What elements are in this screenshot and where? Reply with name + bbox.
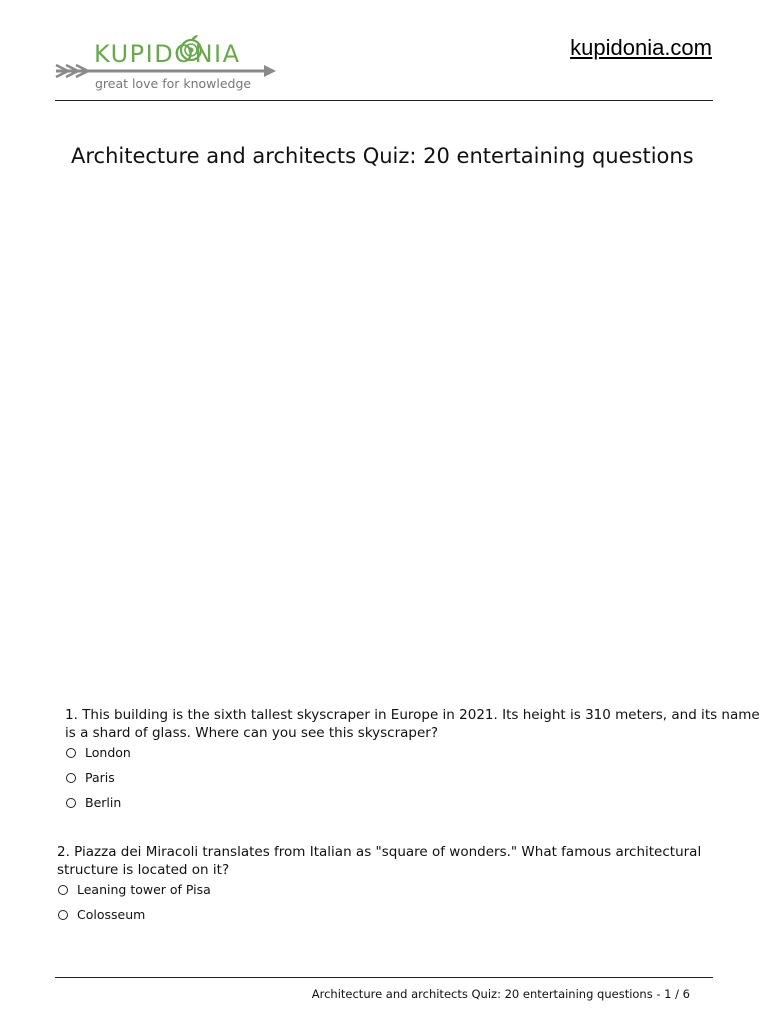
site-link[interactable]: kupidonia.com — [570, 35, 712, 60]
header-divider — [55, 100, 713, 101]
question-2-option-1[interactable] — [58, 882, 211, 897]
radio-button-icon[interactable] — [66, 798, 76, 808]
footer-divider — [55, 977, 713, 978]
option-label: Colosseum — [77, 907, 146, 922]
brand-name: KUPIDONIA — [94, 40, 241, 68]
brand-logo — [52, 32, 282, 94]
option-label: Paris — [85, 770, 115, 785]
radio-button-icon[interactable] — [66, 773, 76, 783]
page-footer: Architecture and architects Quiz: 20 entertaining questions - 1 / 6 — [311, 987, 690, 1001]
page-title: Architecture and architects Quiz: 20 entertaining questions — [71, 144, 694, 168]
option-label: London — [85, 745, 131, 760]
question-1-option-3[interactable] — [66, 795, 121, 810]
question-1-option-2[interactable] — [66, 770, 115, 785]
question-1-text: 1. This building is the sixth tallest skyscraper in Europe in 2021. Its height is 310 meters, and its name is a shard of glass. Where can you see this skyscraper? — [65, 707, 760, 741]
radio-button-icon[interactable] — [66, 748, 76, 758]
question-1-option-1[interactable] — [66, 745, 131, 760]
question-2-option-2[interactable] — [58, 907, 145, 922]
radio-button-icon[interactable] — [58, 885, 68, 895]
option-label: Berlin — [85, 795, 122, 810]
question-2-text: 2. Piazza dei Miracoli translates from Italian as "square of wonders." What famous architectural structure is located on it? — [57, 844, 702, 878]
radio-button-icon[interactable] — [58, 910, 68, 920]
brand-tagline: great love for knowledge — [95, 76, 252, 91]
option-label: Leaning tower of Pisa — [77, 882, 211, 897]
